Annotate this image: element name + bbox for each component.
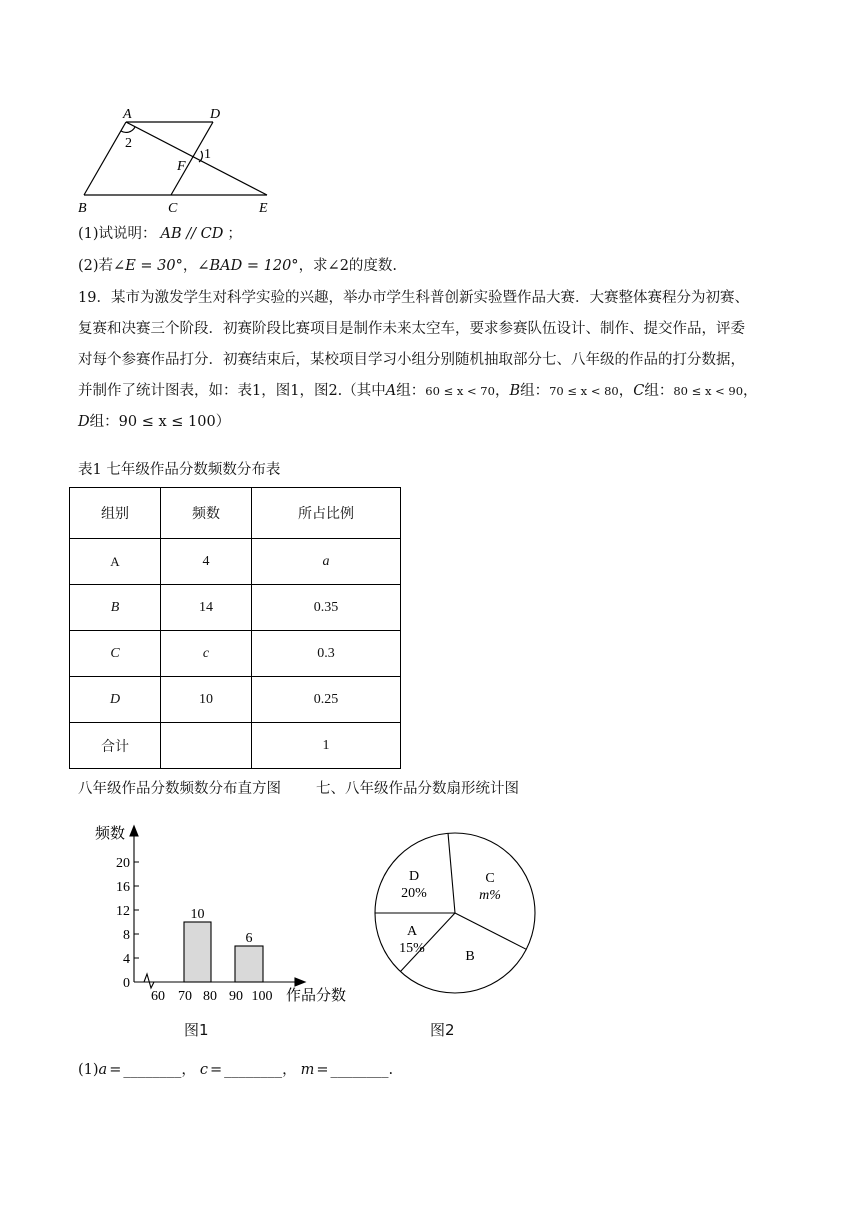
group-a-suffix: 组： [396, 383, 426, 399]
y-axis-arrow [130, 826, 138, 836]
pie-slice-name: C [485, 871, 495, 886]
line5-end: ） [215, 414, 231, 430]
table-row [70, 539, 401, 585]
group-d-suffix: 组： [89, 414, 119, 430]
cell-proportion: a [252, 539, 401, 585]
pie-slice-name: D [408, 869, 420, 884]
group-b-label: B [509, 383, 521, 399]
y-tick-label: 8 [123, 928, 130, 943]
cell-group: 合计 [70, 723, 161, 769]
geometry-figure [70, 100, 290, 220]
cell-proportion: 0.25 [252, 677, 401, 723]
table-row [70, 677, 401, 723]
q1-blank-m[interactable]: ________ [330, 1062, 389, 1078]
point-d-label: D [210, 107, 221, 122]
cell-frequency: c [161, 631, 252, 677]
q1-eq-a: = [109, 1062, 122, 1078]
pie-slice-percent: m% [479, 888, 501, 903]
cell-group: B [70, 585, 161, 631]
sep-c: ， [743, 383, 758, 399]
group-b-range: 70 ≤ x < 80 [549, 384, 619, 398]
bar-value-label: 10 [190, 907, 205, 922]
table-row [70, 723, 401, 769]
group-a-label: A [385, 383, 397, 399]
cell-proportion: 0.3 [252, 631, 401, 677]
cell-group: A [70, 539, 161, 585]
group-d-range: 90 ≤ x ≤ 100 [118, 414, 216, 430]
x-tick-label: 70 [178, 989, 192, 1004]
header-group: 组别 [70, 488, 161, 539]
problem19-line1: 19．某市为激发学生对科学实验的兴趣，举办市学生科普创新实验暨作品大赛．大赛整体赛程分为初赛、 [78, 290, 749, 306]
pie-slice-name: B [465, 949, 475, 964]
problem19-line5 [78, 407, 778, 438]
part2-end: ，求∠2的度数. [298, 258, 398, 274]
cell-proportion: 0.35 [252, 585, 401, 631]
question1 [78, 1059, 393, 1081]
cell-frequency [161, 723, 252, 769]
bar-value-label: 6 [245, 931, 253, 946]
angle-1-label: 1 [204, 147, 211, 162]
segment-ab [84, 122, 126, 195]
segment-ae [126, 122, 267, 195]
part2-text: (2)若 [78, 258, 114, 274]
point-e-label: E [259, 201, 268, 216]
pie-slice-name: A [406, 924, 418, 939]
problem19-line3: 对每个参赛作品打分．初赛结束后，某校项目学习小组分别随机抽取部分七、八年级的作品的打分数据， [78, 352, 745, 368]
q1-c-label: c [199, 1062, 208, 1078]
cell-frequency: 4 [161, 539, 252, 585]
problem18-part1 [78, 223, 242, 245]
line4-intro: 并制作了统计图表，如：表1，图1，图2.（其中 [78, 383, 386, 399]
part1-end: ； [227, 226, 242, 242]
y-tick-label: 16 [116, 880, 130, 895]
sep-a: ， [494, 383, 510, 399]
part2-math2: ∠BAD = 120° [197, 258, 299, 274]
q1-prefix: (1) [78, 1062, 99, 1078]
table-row [70, 631, 401, 677]
point-b-label: B [78, 201, 87, 216]
table-row [70, 585, 401, 631]
histogram-bar [235, 946, 263, 982]
point-f-label: F [177, 159, 186, 174]
group-d-label: D [78, 414, 90, 430]
header-proportion: 所占比例 [252, 488, 401, 539]
point-c-label: C [168, 201, 178, 216]
cell-frequency: 10 [161, 677, 252, 723]
x-tick-label: 100 [251, 989, 273, 1004]
figure1-caption: 图1 [184, 1021, 209, 1039]
histogram-chart [90, 822, 370, 1007]
x-tick-label: 80 [203, 989, 217, 1004]
q1-sep-a: ， [181, 1062, 196, 1078]
cell-frequency: 14 [161, 585, 252, 631]
q1-m-label: m [300, 1062, 315, 1078]
x-axis-label: 作品分数 [286, 988, 347, 1004]
group-c-range: 80 ≤ x < 90 [673, 384, 744, 398]
q1-a-label: a [98, 1062, 108, 1078]
x-tick-label: 90 [229, 989, 243, 1004]
y-tick-label: 12 [116, 904, 130, 919]
problem19-line4 [78, 376, 778, 407]
sep-b: ， [618, 383, 634, 399]
pie-slice-boundary [448, 833, 455, 913]
part1-text: (1)试说明： [78, 226, 157, 242]
group-c-label: C [633, 383, 645, 399]
q1-eq-c: = [209, 1062, 223, 1078]
x-tick-label: 60 [151, 989, 165, 1004]
problem19-line2: 复赛和决赛三个阶段．初赛阶段比赛项目是制作未来太空车，要求参赛队伍设计、制作、提交作品，评委 [78, 321, 745, 337]
x-axis-arrow [295, 978, 305, 986]
y-axis-label: 频数 [95, 826, 126, 842]
cell-proportion: 1 [252, 723, 401, 769]
cell-group: C [70, 631, 161, 677]
group-a-range: 60 ≤ x < 70 [425, 384, 495, 398]
part1-math: AB // CD [160, 226, 224, 242]
q1-blank-c[interactable]: ________ [224, 1062, 283, 1078]
group-b-suffix: 组： [520, 383, 550, 399]
q1-end: . [388, 1062, 394, 1078]
y-tick-label: 4 [123, 952, 130, 967]
pie-chart [372, 820, 542, 1000]
frequency-table [69, 487, 401, 769]
pie-slice-boundary [455, 913, 526, 949]
q1-eq-m: = [316, 1062, 329, 1078]
figure2-caption: 图2 [430, 1021, 455, 1039]
header-frequency: 频数 [161, 488, 252, 539]
histogram-title: 八年级作品分数频数分布直方图 [78, 781, 281, 797]
table-header-row [70, 488, 401, 539]
y-tick-label: 20 [116, 856, 130, 871]
histogram-bar [184, 922, 211, 982]
pie-slice-percent: 15% [399, 941, 425, 956]
angle-2-label: 2 [125, 136, 132, 151]
problem19-text [78, 283, 778, 438]
point-a-label: A [123, 107, 132, 122]
part2-math1: ∠E = 30° [113, 258, 183, 274]
group-c-suffix: 组： [644, 383, 674, 399]
cell-group: D [70, 677, 161, 723]
part2-sep: ， [182, 258, 198, 274]
pie-title: 七、八年级作品分数扇形统计图 [316, 781, 519, 797]
q1-sep-c: ， [282, 1062, 297, 1078]
y-tick-label: 0 [123, 976, 130, 991]
axis-break-mark [144, 974, 154, 988]
table1-caption: 表1 七年级作品分数频数分布表 [78, 462, 281, 478]
q1-blank-a[interactable]: ________ [123, 1062, 182, 1078]
problem18-part2 [78, 255, 397, 277]
pie-slice-percent: 20% [401, 886, 427, 901]
